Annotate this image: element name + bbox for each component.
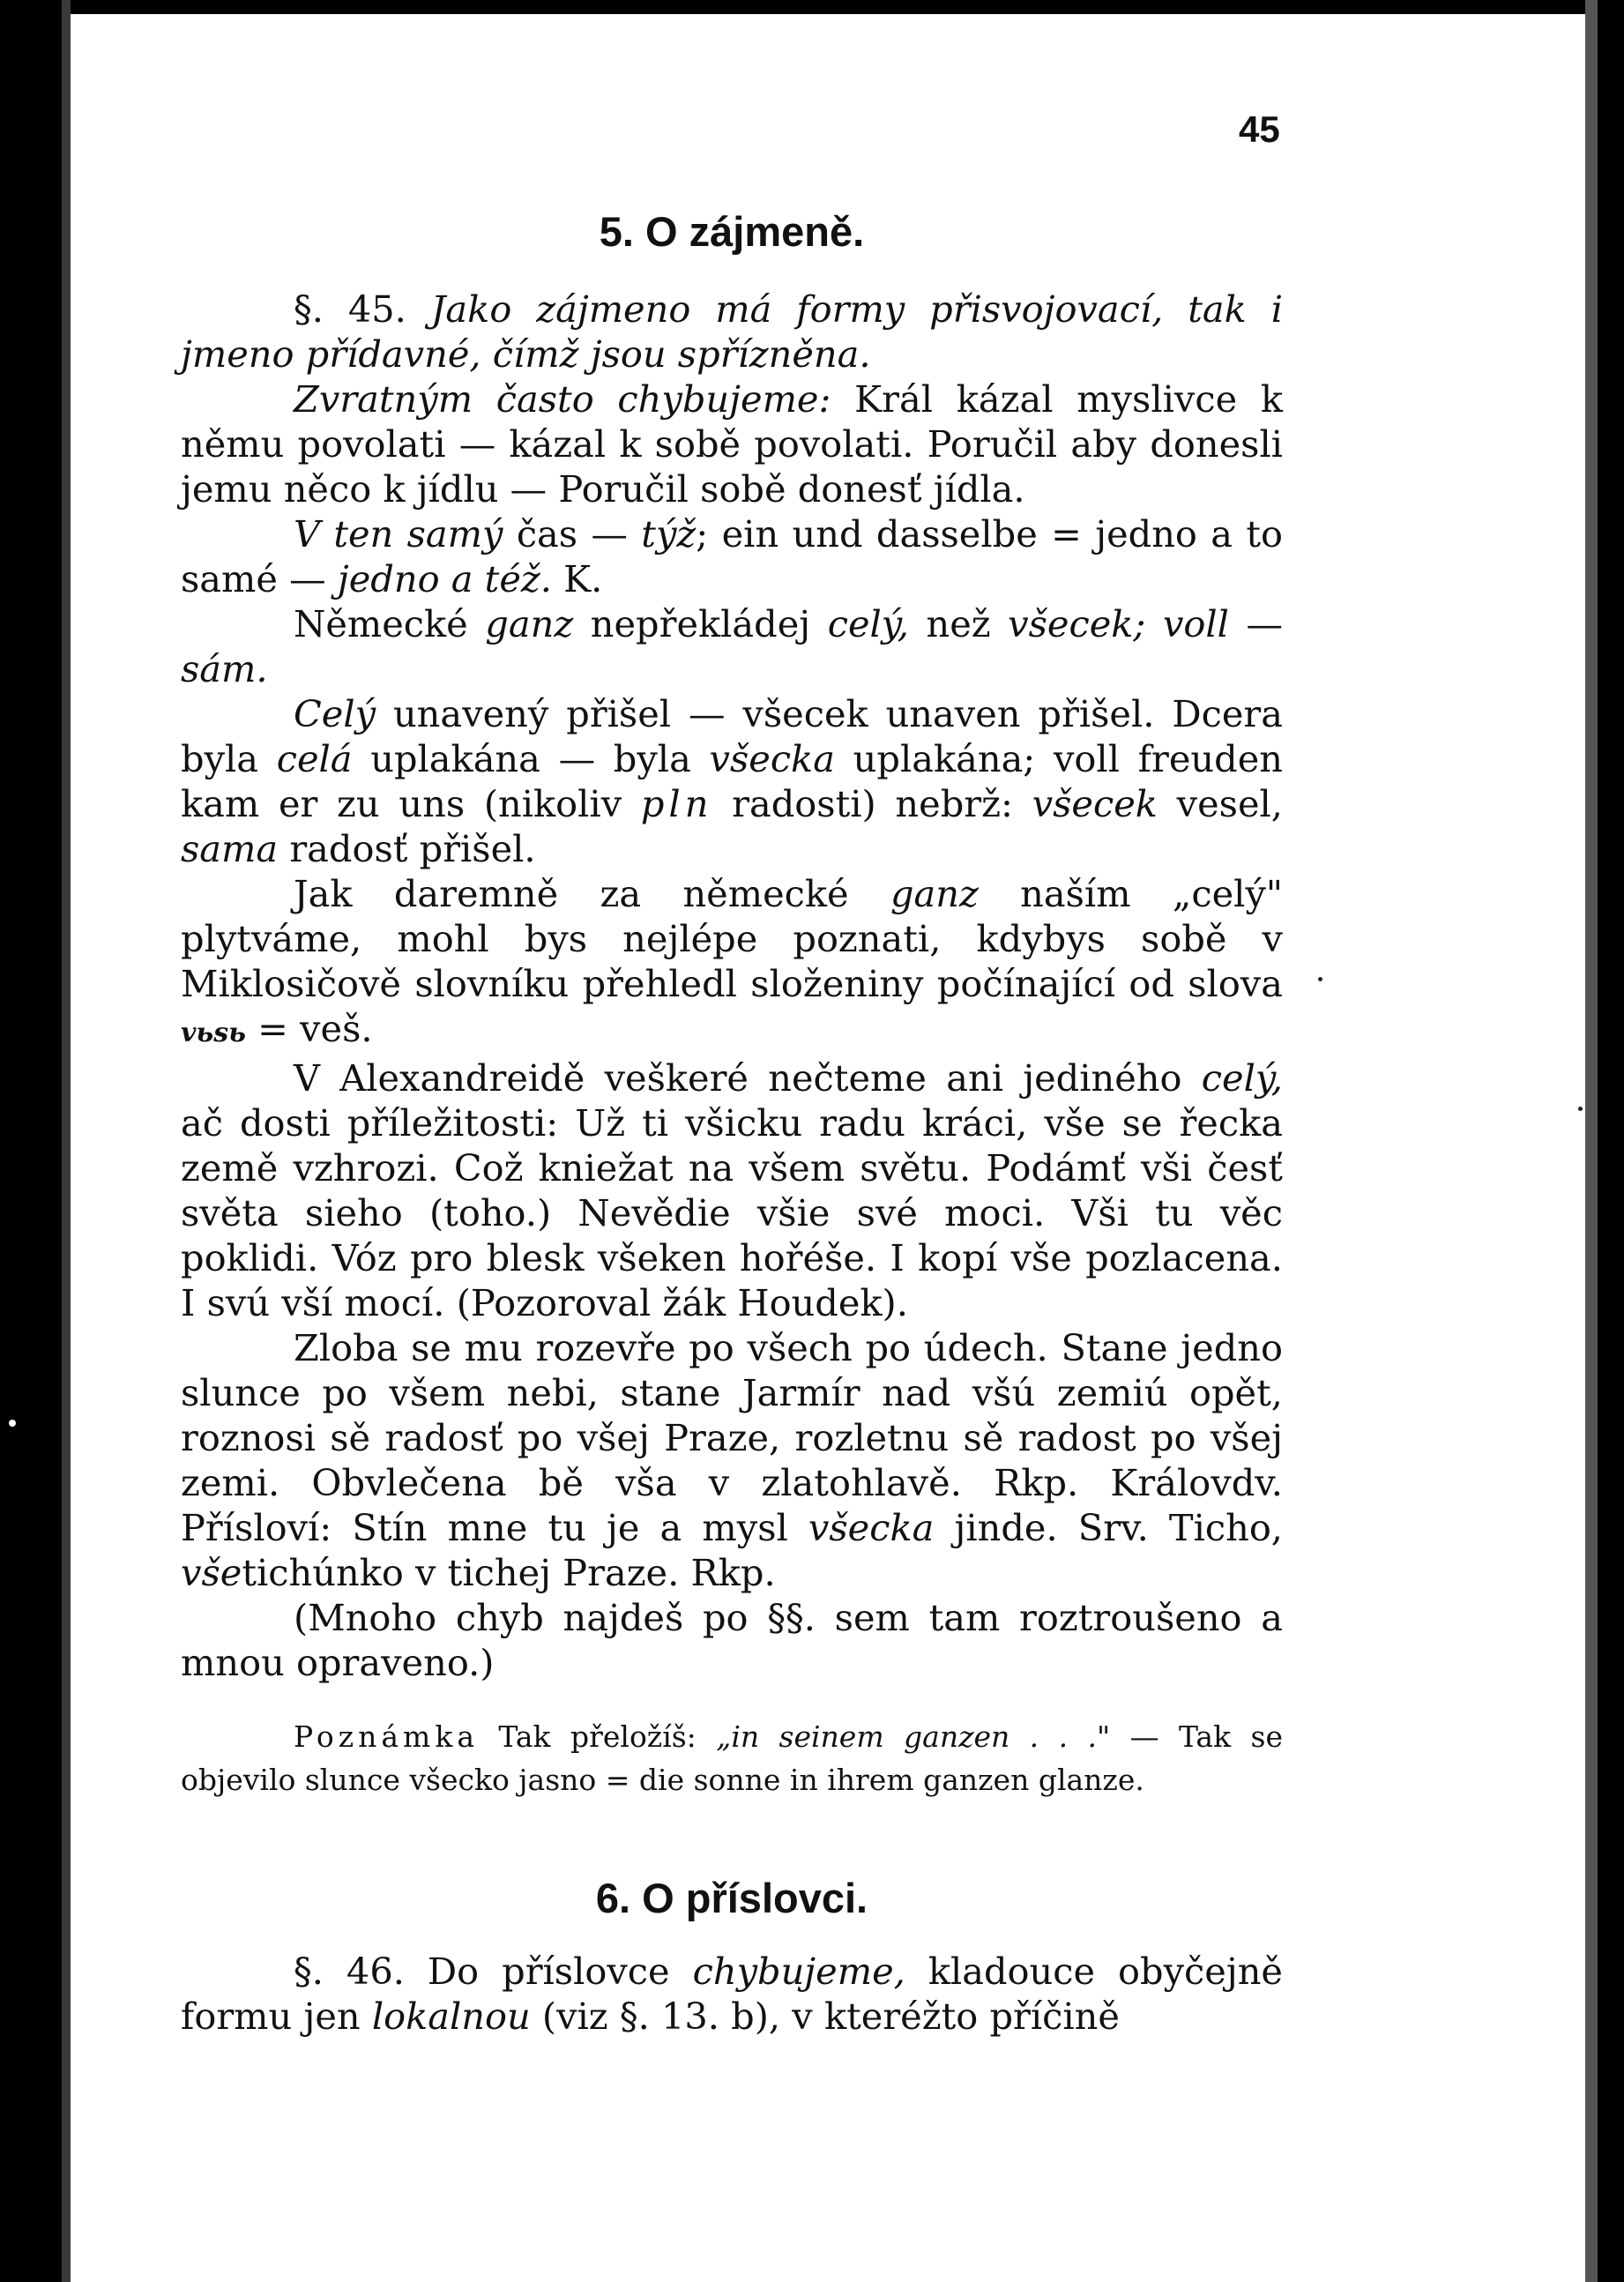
text-run: uplakána; voll freuden kam er zu uns (nikoliv <box>181 737 1283 825</box>
italic-run: celý, <box>827 602 909 645</box>
scan-border-left <box>0 0 62 2282</box>
book-page <box>181 101 1283 2085</box>
text-run: Král kázal myslivce k němu povolati — kázal k sobě povolati. Poručil aby donesli jemu něco k jídlu — Poručil sobě donesť jídla. <box>181 377 1283 511</box>
scan-border-right <box>1598 0 1624 2282</box>
paragraph <box>181 691 1283 871</box>
section-body-adverb <box>181 1949 1283 2039</box>
text-run: — <box>1228 602 1283 645</box>
italic-run: chybujeme, <box>692 1950 905 1993</box>
italic-run: všecka <box>808 1506 935 1549</box>
note-label: Poznámka <box>294 1719 480 1754</box>
italic-run: ganz <box>890 872 979 915</box>
text-run: unavený přišel — všecek unaven přišel. Dcera byla <box>181 692 1283 780</box>
scan-border-left-shadow <box>62 0 71 2282</box>
paragraph <box>181 601 1283 691</box>
italic-run: sám. <box>181 647 268 690</box>
paragraph <box>181 871 1283 1055</box>
text-run: radosti) nebrž: <box>712 782 1032 825</box>
text-run: naším „celý" plytváme, mohl bys nejlépe poznati, kdybys sobě v Miklosičově slovníku přehledl složeniny počínající od slova <box>181 872 1283 1005</box>
paragraph <box>181 1055 1283 1325</box>
text-run: radosť přišel. <box>278 827 536 870</box>
scan-speck <box>1578 1107 1583 1111</box>
text-run: nepřekládej <box>573 602 828 645</box>
italic-run: sama <box>181 827 279 870</box>
text-run: čas — <box>503 512 642 556</box>
note-block <box>181 1715 1283 1801</box>
text-run: (Mnoho chyb najdeš po §§. sem tam roztroušeno a mnou opraveno.) <box>181 1596 1283 1684</box>
text-run: ; ein und dasselbe = jedno a to samé — <box>181 512 1284 600</box>
paragraph <box>181 1325 1283 1595</box>
italic-run: vьsь <box>181 1018 246 1048</box>
text-run: jinde. Srv. Ticho, <box>934 1506 1284 1549</box>
page-number: 45 <box>1239 108 1280 150</box>
italic-run: ganz <box>485 602 574 645</box>
italic-run: všecek; voll <box>1008 602 1229 645</box>
italic-run: lokalnou <box>371 1995 531 2038</box>
text-run: = veš. <box>245 1007 373 1050</box>
text-run: vesel, <box>1157 782 1283 825</box>
italic-run: celý, <box>1201 1056 1283 1100</box>
text-run: §. 46. Do příslovce <box>294 1950 693 1993</box>
paragraph <box>181 287 1283 377</box>
section-body-pronoun <box>181 287 1283 1685</box>
italic-run: „in seinem ganzen . . ." <box>716 1719 1111 1754</box>
section-heading-adverb: 6. O příslovci. <box>595 1875 868 1921</box>
text-run: tichúnko v tichej Praze. Rkp. <box>242 1551 776 1594</box>
text-run: K. <box>551 557 603 600</box>
text-run: uplakána — byla <box>352 737 710 780</box>
text-run: Jak daremně za německé <box>294 872 890 915</box>
section-heading-pronoun: 5. O zájmeně. <box>599 208 865 255</box>
text-run: §. 45. <box>294 287 431 331</box>
italic-run: V ten samý <box>294 512 503 556</box>
italic-run: týž <box>641 512 697 556</box>
text-run: než <box>908 602 1009 645</box>
paragraph <box>181 511 1283 601</box>
scan-border-top <box>0 0 1624 14</box>
italic-run: Jako zájmeno má formy přisvojovací, tak i jmeno přídavné, čímž jsou spřízněna. <box>181 287 1284 376</box>
italic-run: jedno a též. <box>337 557 552 600</box>
italic-run: všecka <box>709 737 835 780</box>
paragraph <box>181 1595 1283 1685</box>
text-run: ač dosti příležitosti: Už ti všicku radu kráci, vše se řecka země vzhrozi. Což kniežat na všem světu. Podámť vši česť světa sieho (toho.) Nevědie všie své moci. Vši tu věc poklidi. Vóz pro blesk všeken hořéše. I kopí vše pozlacena. I svú vší mocí. (Pozoroval žák Houdek). <box>181 1101 1283 1324</box>
paragraph <box>181 1949 1283 2039</box>
italic-run: celá <box>276 737 353 780</box>
paragraph <box>181 377 1283 511</box>
scan-speck <box>1318 977 1322 981</box>
text-run: kladouce obyčejně formu jen <box>181 1950 1283 2038</box>
text-run: Německé <box>294 602 486 645</box>
note-paragraph <box>181 1715 1283 1801</box>
text-run: (viz §. 13. b), v kteréžto příčině <box>530 1995 1120 2038</box>
text-run: Zloba se mu rozevře po všech po údech. Stane jedno slunce po všem nebi, stane Jarmír nad všú zemiú opět, roznosi sě radosť po všej Praze, rozletnu sě radost po všej zemi. Obvlečena bě vša v zlatohlavě. Rkp. Královdv. Přísloví: Stín mne tu je a mysl <box>181 1326 1283 1549</box>
italic-run: Celý <box>294 692 376 735</box>
italic-run: Zvratným často chybujeme: <box>294 377 831 421</box>
text-run: Tak přeložíš: <box>479 1719 717 1754</box>
scan-border-right-shadow <box>1585 0 1598 2282</box>
scan-speck <box>9 1420 16 1427</box>
text-run: V Alexandreidě veškeré nečteme ani jediného <box>294 1056 1202 1100</box>
italic-run: všecek <box>1032 782 1158 825</box>
italic-run: vše <box>181 1551 242 1594</box>
text-run: — Tak se objevilo slunce všecko jasno = die sonne in ihrem ganzen glanze. <box>181 1719 1283 1797</box>
italic-run: pln <box>640 782 713 825</box>
